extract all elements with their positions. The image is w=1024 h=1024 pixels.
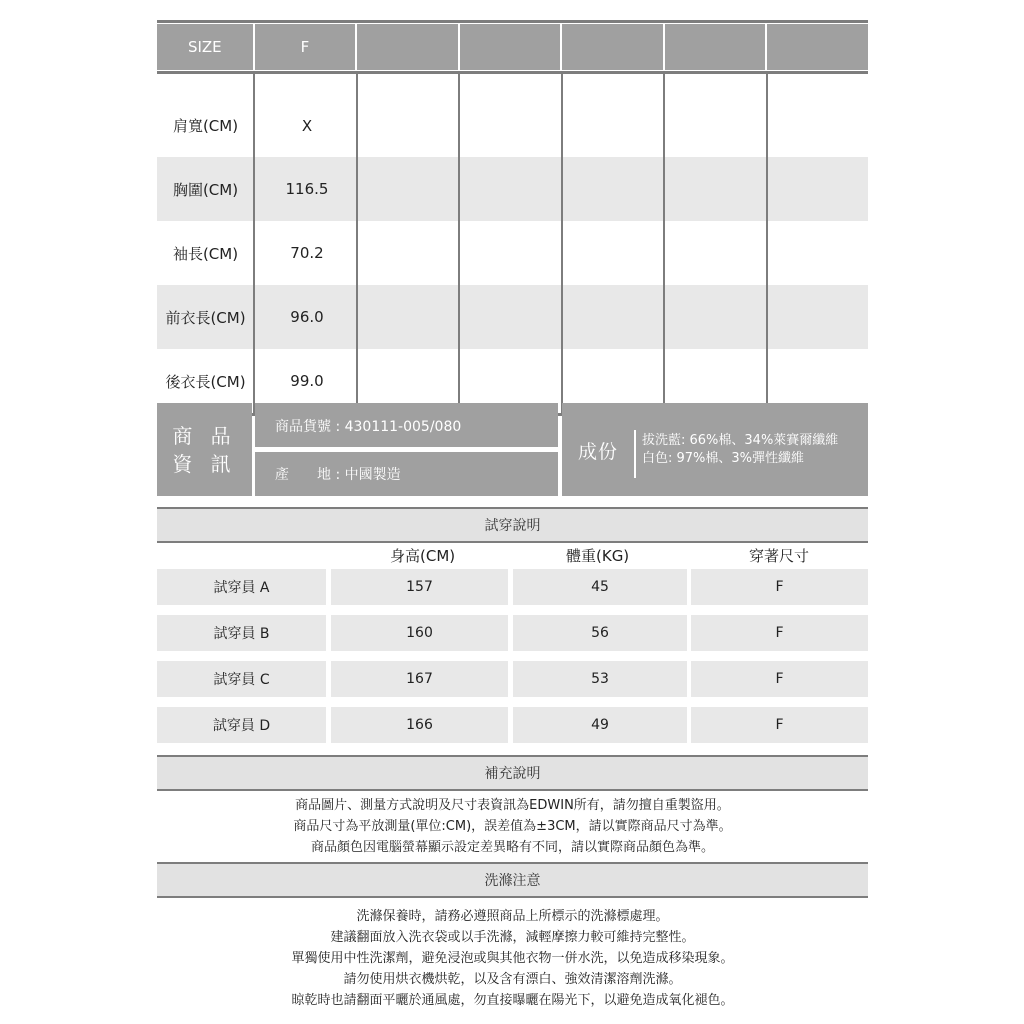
washing-line: 請勿使用烘衣機烘乾，以及含有漂白、強效清潔溶劑洗滌。 <box>343 972 682 987</box>
fitting-columns <box>157 545 868 567</box>
fitter-height: 166 <box>331 707 508 743</box>
fitter-weight: 53 <box>513 661 687 697</box>
washing-line: 晾乾時也請翻面平曬於通風處，勿直接曝曬在陽光下，以避免造成氧化褪色。 <box>291 993 734 1008</box>
fitter-weight: 49 <box>513 707 687 743</box>
washing-title: 洗滌注意 <box>157 862 868 898</box>
composition-text <box>642 432 838 468</box>
column-divider <box>663 71 665 415</box>
fitter-size: F <box>691 661 868 697</box>
table-row <box>157 569 868 605</box>
fitter-size: F <box>691 569 868 605</box>
column-divider <box>253 71 255 415</box>
table-border <box>157 71 868 74</box>
fitter-height: 157 <box>331 569 508 605</box>
composition-line: 白色: 97%棉、3%彈性纖維 <box>642 451 805 466</box>
fitter-height: 167 <box>331 661 508 697</box>
row-value: X <box>301 116 313 135</box>
fitter-name: 試穿員 D <box>157 707 326 743</box>
column-weight: 體重(KG) <box>566 547 630 565</box>
washing-line: 洗滌保養時，請務必遵照商品上所標示的洗滌標處理。 <box>356 909 669 924</box>
table-border <box>157 20 868 23</box>
table-row <box>157 661 868 697</box>
washing-notes <box>157 906 868 1011</box>
column-size: 穿著尺寸 <box>749 547 810 565</box>
product-info-title-line2: 資 訊 <box>172 451 237 476</box>
fitter-name: 試穿員 A <box>157 569 326 605</box>
fitter-name: 試穿員 B <box>157 615 326 651</box>
fitter-weight: 45 <box>513 569 687 605</box>
row-value: 116.5 <box>285 180 329 198</box>
header-empty <box>665 24 766 70</box>
fitter-size: F <box>691 615 868 651</box>
size-table-header <box>157 24 868 70</box>
composition-label: 成份 <box>578 441 619 463</box>
column-divider <box>458 71 460 415</box>
product-info-title-line1: 商 品 <box>172 423 237 448</box>
supplement-title: 補充說明 <box>157 755 868 791</box>
supplement-line: 商品尺寸為平放測量(單位:CM)，誤差值為±3CM，請以實際商品尺寸為準。 <box>293 819 732 834</box>
header-empty <box>357 24 458 70</box>
supplement-line: 商品顏色因電腦螢幕顯示設定差異略有不同，請以實際商品顏色為準。 <box>310 840 714 855</box>
fitter-weight: 56 <box>513 615 687 651</box>
header-f: F <box>255 24 356 70</box>
table-row <box>157 157 868 221</box>
table-row <box>157 221 868 285</box>
fitting-title: 試穿說明 <box>157 507 868 543</box>
washing-line: 建議翻面放入洗衣袋或以手洗滌，減輕摩擦力較可維持完整性。 <box>330 930 695 945</box>
composition-divider <box>634 430 636 478</box>
row-label: 後衣長(CM) <box>165 372 246 391</box>
column-divider <box>766 71 768 415</box>
header-empty <box>562 24 663 70</box>
row-value: 96.0 <box>290 308 324 326</box>
row-value: 70.2 <box>290 244 324 262</box>
supplement-line: 商品圖片、測量方式說明及尺寸表資訊為EDWIN所有，請勿擅自重製盜用。 <box>295 798 730 813</box>
composition-line: 拔洗藍: 66%棉、34%萊賽爾纖維 <box>642 433 839 448</box>
row-label: 袖長(CM) <box>172 244 239 263</box>
product-info-title <box>157 403 252 496</box>
fitter-size: F <box>691 707 868 743</box>
product-info <box>157 403 868 496</box>
header-size: SIZE <box>157 24 253 70</box>
column-divider <box>356 71 358 415</box>
row-label: 胸圍(CM) <box>172 180 239 199</box>
product-composition <box>562 403 868 496</box>
column-height: 身高(CM) <box>390 547 456 565</box>
row-value: 99.0 <box>290 372 324 390</box>
row-label: 前衣長(CM) <box>165 308 246 327</box>
table-row <box>157 94 868 157</box>
header-empty <box>460 24 561 70</box>
header-empty <box>767 24 868 70</box>
column-divider <box>561 71 563 415</box>
product-code: 商品貨號 : 430111-005/080 <box>255 403 558 447</box>
table-row <box>157 707 868 743</box>
fitter-height: 160 <box>331 615 508 651</box>
fitter-name: 試穿員 C <box>157 661 326 697</box>
row-label: 肩寬(CM) <box>172 117 239 135</box>
washing-line: 單獨使用中性洗潔劑，避免浸泡或與其他衣物一併水洗，以免造成移染現象。 <box>291 951 734 966</box>
supplement-notes <box>157 795 868 858</box>
product-origin: 產 地 : 中國製造 <box>255 452 558 496</box>
table-row <box>157 615 868 651</box>
table-row <box>157 285 868 349</box>
